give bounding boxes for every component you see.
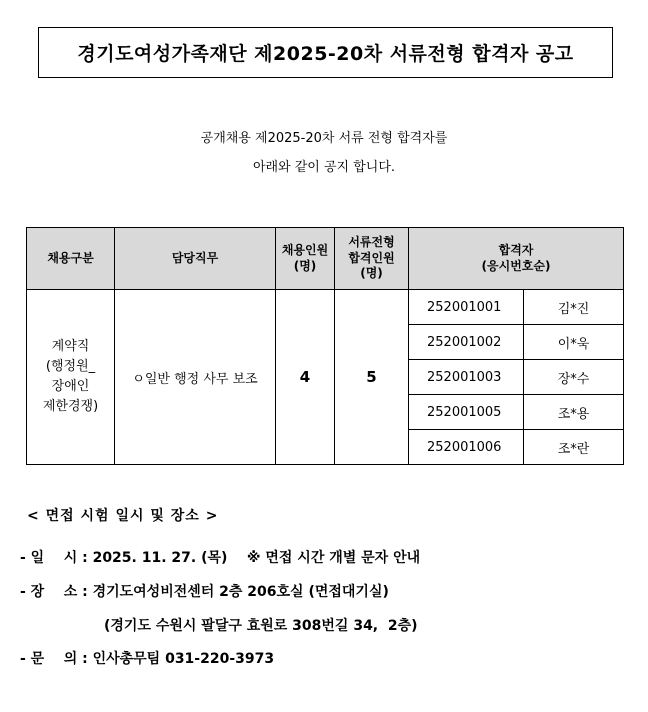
interview-place-line <box>20 581 389 601</box>
interview-section-title: < 면접 시험 일시 및 장소 > <box>27 508 219 524</box>
header-pass-count-l3: (명) <box>360 266 383 281</box>
passer-name: 조*용 <box>524 395 624 430</box>
notice-title-box <box>38 27 613 78</box>
division-l1: 계약직 <box>51 338 90 354</box>
cell-pass-count: 5 <box>335 290 409 465</box>
division-l2: (행정원_ <box>45 358 96 374</box>
passer-name: 이*욱 <box>524 325 624 360</box>
intro-line-2: 아래와 같이 공지 합니다. <box>252 160 396 175</box>
cell-hire-count: 4 <box>276 290 335 465</box>
interview-contact-line <box>20 648 274 668</box>
header-hire-count <box>276 228 335 290</box>
passer-id: 252001001 <box>409 290 524 325</box>
interview-place-address: (경기도 수원시 팔달구 효원로 308번길 34, 2층) <box>104 618 418 634</box>
header-hire-count-l2: (명) <box>293 258 317 273</box>
interview-date-line <box>20 547 420 567</box>
cell-division <box>27 290 115 465</box>
header-pass-count <box>335 228 409 290</box>
header-pass-count-l2: 합격인원 <box>348 250 395 265</box>
interview-contact-value: 인사총무팀 031-220-3973 <box>92 651 275 667</box>
interview-place-value: 경기도여성비전센터 2층 206호실 (면접대기실) <box>92 584 389 600</box>
table-row <box>27 290 624 325</box>
intro-line-1: 공개채용 제2025-20차 서류 전형 합격자를 <box>200 131 448 146</box>
notice-title: 경기도여성가족재단 제2025-20차 서류전형 합격자 공고 <box>77 43 574 65</box>
division-l4: 제한경쟁) <box>42 399 99 415</box>
interview-date-value: 2025. 11. 27. (목) ※ 면접 시간 개별 문자 안내 <box>92 550 421 566</box>
header-passers-l1: 합격자 <box>498 242 534 257</box>
passer-id: 252001003 <box>409 360 524 395</box>
header-division: 채용구분 <box>27 228 115 290</box>
passer-id: 252001002 <box>409 325 524 360</box>
passers-table <box>26 227 624 465</box>
passer-name: 조*란 <box>524 430 624 465</box>
header-passers-l2: (응시번호순) <box>481 258 551 273</box>
header-pass-count-l1: 서류전형 <box>348 235 395 250</box>
passer-id: 252001006 <box>409 430 524 465</box>
interview-contact-label: - 문 의 : <box>20 651 88 667</box>
interview-place-label: - 장 소 : <box>20 584 88 600</box>
table-header-row <box>27 228 624 290</box>
header-duty: 담당직무 <box>115 228 276 290</box>
passer-id: 252001005 <box>409 395 524 430</box>
header-hire-count-l1: 채용인원 <box>281 242 329 257</box>
passer-name: 장*수 <box>524 360 624 395</box>
interview-date-label: - 일 시 : <box>20 550 88 566</box>
division-l3: 장애인 <box>51 379 90 394</box>
cell-duty: ㅇ일반 행정 사무 보조 <box>115 290 276 465</box>
header-passers <box>409 228 624 290</box>
passer-name: 김*진 <box>524 290 624 325</box>
